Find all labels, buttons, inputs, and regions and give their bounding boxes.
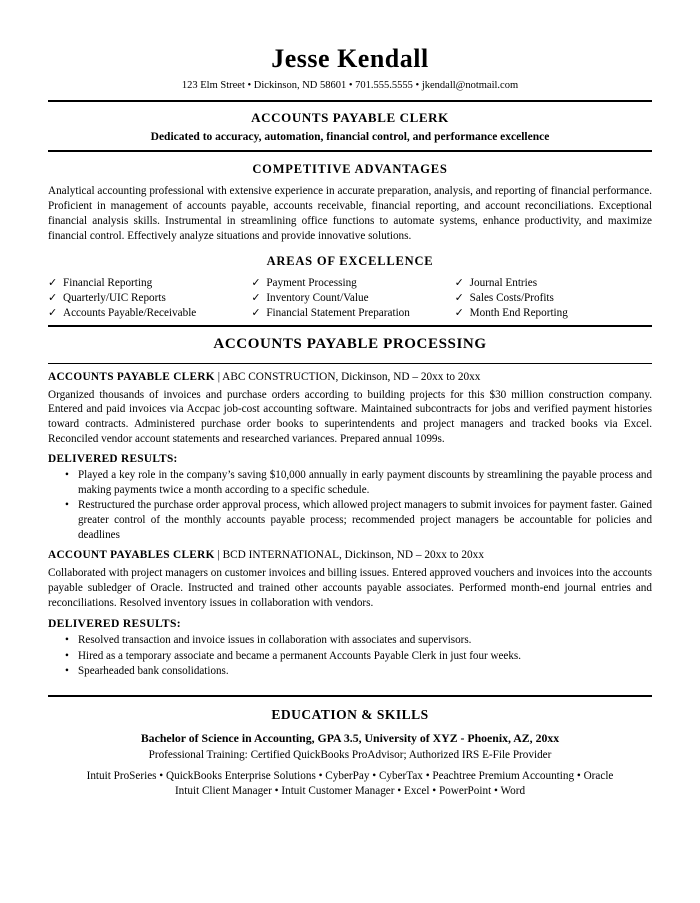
employer-header [48, 549, 652, 561]
list-item [455, 276, 652, 289]
software-skills-line-1: Intuit ProSeries • QuickBooks Enterprise Solutions • CyberPay • CyberTax • Peachtree Premium Accounting • Oracle [86, 769, 614, 782]
delivered-results-list [48, 468, 652, 542]
list-item [251, 276, 448, 289]
title-block [48, 102, 652, 150]
list-item [251, 306, 448, 319]
section-heading-areas-of-excellence: AREAS OF EXCELLENCE [266, 253, 434, 268]
delivered-results-label: DELIVERED RESULTS: [48, 453, 178, 466]
list-item [455, 306, 652, 319]
experience-summary: Collaborated with project managers on customer invoices and billing issues. Entered approved vouchers and invoices into the accounts payable subledger of Oracle. Instructed and trained other accounts payable associates. Performed month-end journal entries and reconciliations. Resolved inventory issues in collaboration with vendors. [48, 567, 652, 610]
section-heading-competitive-advantages: COMPETITIVE ADVANTAGES [252, 162, 448, 176]
section-heading-experience: ACCOUNTS PAYABLE PROCESSING [213, 335, 487, 352]
job-title: ACCOUNTS PAYABLE CLERK [251, 110, 449, 125]
list-item-label: Accounts Payable/Receivable [63, 306, 197, 319]
divider-education [48, 695, 652, 697]
competitive-advantages-paragraph: Analytical accounting professional with extensive experience in accurate preparation, analysis, and reporting of financial performance. Proficient in management of accounts payable, accounts receivable, financial reporting, and account reconciliations. Exceptional financial analysis skills. Instrumental in streamlining office functions to automate systems, enhance productivity, and maximize financial control. Effectively analyze situations and provide innovative solutions. [48, 185, 652, 242]
list-item-label: Inventory Count/Value [266, 291, 369, 304]
employer-header [48, 371, 652, 383]
list-item [48, 306, 245, 319]
check-icon: ✓ [251, 276, 261, 289]
experience-entry-1 [48, 371, 652, 543]
delivered-results-list [48, 633, 652, 679]
experience-entry-2 [48, 549, 652, 679]
list-item-label: Financial Reporting [63, 276, 153, 289]
list-item: • Restructured the purchase order approval process, which allowed project managers to submit invoices for payment faster. Gained greater control of the monthly accounts payable process; recommended project managers be accountable for policies and deadlines [78, 498, 652, 542]
resume-sheet [26, 22, 674, 883]
list-item-label: Payment Processing [266, 276, 357, 289]
list-item: • Resolved transaction and invoice issues in collaboration with associates and supervisors. [78, 633, 652, 648]
check-icon: ✓ [454, 306, 464, 319]
degree-line: Bachelor of Science in Accounting, GPA 3.5, University of XYZ - Phoenix, AZ, 20xx [140, 730, 560, 745]
education-block [48, 731, 652, 799]
list-item-label: Quarterly/UIC Reports [63, 291, 166, 304]
list-item [48, 291, 245, 304]
contact-line: 123 Elm Street • Dickinson, ND 58601 • 701.555.5555 • jkendall@notmail.com [181, 80, 519, 91]
check-icon: ✓ [454, 276, 464, 289]
check-icon: ✓ [251, 306, 261, 319]
check-icon: ✓ [48, 276, 58, 289]
list-item [455, 291, 652, 304]
page-title: Jesse Kendall [271, 44, 429, 73]
experience-summary: Organized thousands of invoices and purchase orders according to building projects for this $30 million construction company. Entered and paid invoices via Accpac job-cost accounting software. Maintained subcontracts for jobs and verified payment histories toward contracts. Administered purchase order books to superintendents and project managers and tracked books via Excel. Reconciled vendor account statements and researched variances. Prepared annual 1099s. [48, 388, 652, 446]
list-item-label: Sales Costs/Profits [469, 291, 554, 304]
check-icon: ✓ [48, 306, 58, 319]
list-item-label: Month End Reporting [469, 306, 568, 319]
employer-details: | BCD INTERNATIONAL, Dickinson, ND – 20xx to 20xx [214, 549, 484, 562]
delivered-results-label: DELIVERED RESULTS: [48, 617, 181, 630]
check-icon: ✓ [454, 291, 464, 304]
list-item [48, 276, 245, 289]
list-item-label: Journal Entries [469, 276, 538, 289]
list-item: • Spearheaded bank consolidations. [78, 664, 652, 679]
areas-of-excellence-grid [48, 276, 652, 319]
divider-title [48, 150, 652, 152]
section-heading-education: EDUCATION & SKILLS [271, 706, 429, 722]
list-item: • Hired as a temporary associate and became a permanent Accounts Payable Clerk in just four weeks. [78, 649, 652, 664]
training-line: Professional Training: Certified QuickBooks ProAdvisor; Authorized IRS E-File Provider [148, 748, 552, 761]
check-icon: ✓ [251, 291, 261, 304]
list-item: • Played a key role in the company’s saving $10,000 annually in early payment discounts by streamlining the payable process and making payments twice a month according to a specific schedule. [78, 468, 652, 497]
employer-job-title: ACCOUNT PAYABLES CLERK [48, 549, 215, 562]
software-skills-line-2: Intuit Client Manager • Intuit Customer Manager • Excel • PowerPoint • Word [174, 785, 526, 798]
divider-experience [48, 325, 652, 327]
employer-details: | ABC CONSTRUCTION, Dickinson, ND – 20xx to 20xx [214, 370, 481, 383]
tagline: Dedicated to accuracy, automation, financial control, and performance excellence [150, 131, 550, 143]
check-icon: ✓ [48, 291, 58, 304]
list-item [251, 291, 448, 304]
divider-experience-under [48, 363, 652, 364]
employer-job-title: ACCOUNTS PAYABLE CLERK [48, 370, 215, 383]
list-item-label: Financial Statement Preparation [266, 306, 410, 319]
